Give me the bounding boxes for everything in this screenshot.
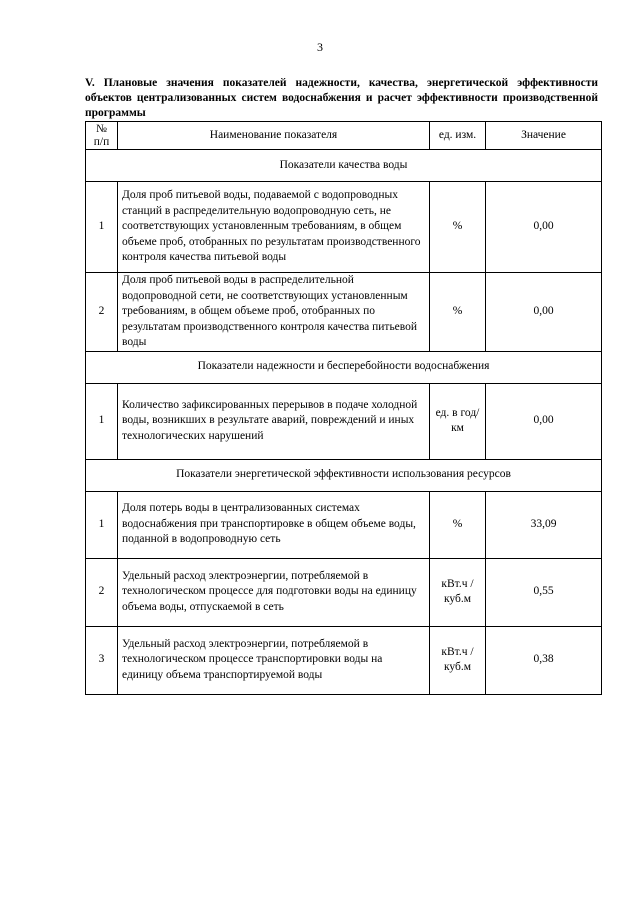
table-row xyxy=(86,182,602,273)
header-name: Наименование показателя xyxy=(118,122,430,150)
row-unit: кВт.ч / куб.м xyxy=(430,558,486,626)
row-name: Доля проб питьевой воды в распределительной водопроводной сети, не соответствующих установленным требованиям, в общем объеме проб, отобранных по результатам производственного контроля качества питьевой воды xyxy=(118,273,430,352)
group-title: Показатели качества воды xyxy=(86,150,602,182)
row-name: Удельный расход электроэнергии, потребляемой в технологическом процессе для подготовки воды на единицу объема воды, отпускаемой в сеть xyxy=(118,558,430,626)
row-unit: кВт.ч / куб.м xyxy=(430,626,486,694)
row-value: 33,09 xyxy=(486,491,602,558)
group-row xyxy=(86,150,602,182)
table-row xyxy=(86,383,602,459)
section-heading: V. Плановые значения показателей надежности, качества, энергетической эффективности объектов централизованных систем водоснабжения и расчет эффективности производственной программы xyxy=(85,77,598,119)
group-title: Показатели энергетической эффективности использования ресурсов xyxy=(86,459,602,491)
row-name: Доля потерь воды в централизованных системах водоснабжения при транспортировке в общем объеме воды, поданной в водопроводную сеть xyxy=(118,491,430,558)
group-row xyxy=(86,459,602,491)
row-name: Доля проб питьевой воды, подаваемой с водопроводных станций в распределительную водопроводную сеть, не соответствующих установленным требованиям, в общем объеме проб, отобранных по результатам производственного контроля качества питьевой воды xyxy=(118,182,430,273)
header-value: Значение xyxy=(486,122,602,150)
row-name: Удельный расход электроэнергии, потребляемой в технологическом процессе транспортировки воды на единицу объема транспортируемой воды xyxy=(118,626,430,694)
row-value: 0,00 xyxy=(486,182,602,273)
row-unit: ед. в год/ км xyxy=(430,383,486,459)
row-unit: % xyxy=(430,273,486,352)
row-value: 0,00 xyxy=(486,273,602,352)
row-value: 0,55 xyxy=(486,558,602,626)
row-unit: % xyxy=(430,182,486,273)
group-title: Показатели надежности и бесперебойности водоснабжения xyxy=(86,351,602,383)
row-name: Количество зафиксированных перерывов в подаче холодной воды, возникших в результате аварий, повреждений и иных технологических нарушений xyxy=(118,383,430,459)
table-row xyxy=(86,626,602,694)
header-unit: ед. изм. xyxy=(430,122,486,150)
row-num: 2 xyxy=(86,273,118,352)
indicators-table xyxy=(85,121,602,695)
row-unit: % xyxy=(430,491,486,558)
page-number: 3 xyxy=(317,40,323,54)
row-value: 0,00 xyxy=(486,383,602,459)
table-row xyxy=(86,273,602,352)
row-num: 3 xyxy=(86,626,118,694)
group-row xyxy=(86,351,602,383)
header-num: № п/п xyxy=(86,122,118,150)
table-row xyxy=(86,558,602,626)
row-value: 0,38 xyxy=(486,626,602,694)
row-num: 1 xyxy=(86,383,118,459)
row-num: 1 xyxy=(86,182,118,273)
row-num: 1 xyxy=(86,491,118,558)
table-row xyxy=(86,491,602,558)
row-num: 2 xyxy=(86,558,118,626)
table-header-row xyxy=(86,122,602,150)
